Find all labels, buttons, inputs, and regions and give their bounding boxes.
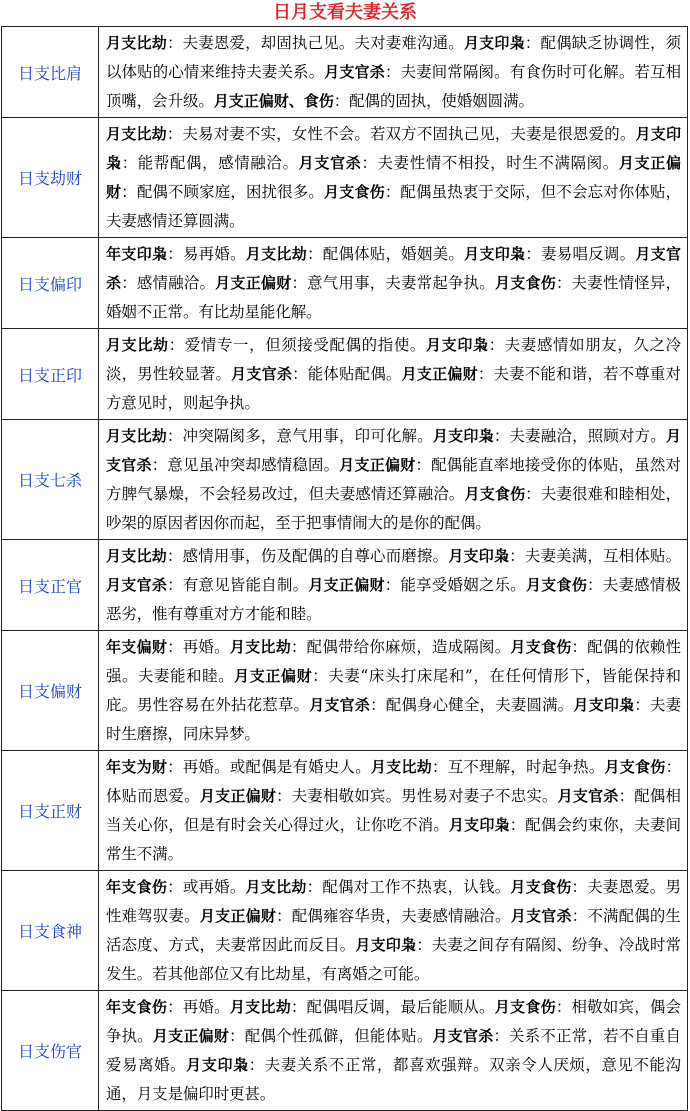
segment-text: ：感情用事，伤及配偶的自尊心而磨擦。 <box>166 547 449 565</box>
segment-text: ：夫妻性情怪异，婚姻不正常。有比劫星能化解。 <box>106 274 681 321</box>
segment-key: 月支官杀 <box>324 63 386 81</box>
segment-key: 月支比劫 <box>229 638 291 656</box>
segment-text: ：妻易唱反调。 <box>525 245 636 263</box>
segment-key: 月支正偏财 <box>401 365 478 383</box>
row-content <box>99 871 688 991</box>
row-label: 日支食神 <box>2 871 99 991</box>
segment-text: ：夫妻“床头打床尾和”，在任何情形下，皆能保持和庇。男性容易在外拈花惹草。 <box>106 667 681 714</box>
segment-key: 月支印枭 <box>186 1056 249 1074</box>
segment-text: ：夫易对妻不实，女性不会。若双方不固执己见，夫妻是很恩爱的。 <box>166 125 636 143</box>
segment-key: 月支食伤 <box>323 183 385 201</box>
segment-text: ：能体贴配偶。 <box>292 365 402 383</box>
segment-key: 年支食伤 <box>106 878 168 896</box>
segment-key: 月支印枭 <box>448 547 510 565</box>
table-row <box>2 329 688 420</box>
segment-text: ：夫妻感情极恶劣，惟有尊重对方才能和睦。 <box>106 576 681 623</box>
segment-text: ：意见虽冲突却感情稳固。 <box>151 456 340 474</box>
segment-key: 月支食伤 <box>494 998 556 1016</box>
segment-text: ：配偶的固执，使婚姻圆满。 <box>333 92 534 110</box>
segment-text: ：夫妻关系不正常，都喜欢强辩。双亲令人厌烦，意见不能沟通，月支是偏印时更甚。 <box>106 1056 681 1103</box>
row-content <box>99 420 688 540</box>
segment-text: ：夫妻相敬如宾。男性易对妻子不忠实。 <box>276 787 558 805</box>
segment-text: ：爱情专一，但须接受配偶的指使。 <box>168 336 426 354</box>
segment-key: 月支官杀 <box>557 787 619 805</box>
segment-text: ：关系不正常，若不自重自爱易离婚。 <box>106 1027 681 1074</box>
segment-text: ：配偶对工作不热衷，认钱。 <box>306 878 511 896</box>
table-row <box>2 238 688 329</box>
table-row <box>2 751 688 871</box>
segment-text: ：配偶的依赖性强。夫妻能和睦。 <box>106 638 681 685</box>
segment-text: ：配偶相当关心你，但是有时会关心得过火，让你吃不消。 <box>106 787 681 834</box>
segment-key: 月支比劫 <box>106 125 167 143</box>
segment-text: ：夫妻恩爱，却固执己见。夫对妻难沟通。 <box>166 34 464 52</box>
segment-key: 年支为财 <box>106 758 168 776</box>
segment-key: 月支印枭 <box>464 245 526 263</box>
segment-text: ：夫妻时生磨擦，同床异梦。 <box>106 696 681 743</box>
segment-key: 年支食伤 <box>106 998 168 1016</box>
segment-key: 月支比劫 <box>229 998 291 1016</box>
segment-key: 月支正偏财 <box>215 274 292 292</box>
segment-key: 月支正偏财 <box>106 154 681 201</box>
segment-key: 月支印枭 <box>448 816 510 834</box>
segment-key: 月支官杀 <box>106 427 681 474</box>
segment-key: 月支正偏财 <box>152 1027 230 1045</box>
segment-text: ：夫妻不能和谐，若不尊重对方意见时，则起争执。 <box>106 365 681 412</box>
segment-key: 年支印枭 <box>106 245 168 263</box>
segment-text: ：互不理解，时起争热。 <box>432 758 605 776</box>
segment-text: ：夫妻美满，互相体贴。 <box>509 547 681 565</box>
segment-text: ：夫妻感情如朋友，久之冷淡，男性较显著。 <box>106 336 681 383</box>
segment-key: 月支正偏财 <box>199 787 277 805</box>
segment-text: ：夫妻恩爱。男性难驾驭妻。 <box>106 878 681 925</box>
table-row <box>2 118 688 238</box>
segment-text: ：或再婚。 <box>167 878 246 896</box>
segment-text: ：再婚。 <box>167 638 230 656</box>
segment-text: ：能帮配偶，感情融洽。 <box>121 154 299 172</box>
row-content <box>99 118 688 238</box>
row-label: 日支正官 <box>2 540 99 631</box>
segment-text: ：配偶缺乏协调性，须以体贴的心情来维持夫妻关系。 <box>106 34 681 81</box>
segment-text: ：配偶体贴，婚姻美。 <box>307 245 465 263</box>
page-title: 日月支看夫妻关系 <box>273 2 417 23</box>
row-content <box>99 329 688 420</box>
segment-key: 月支食伤 <box>510 878 572 896</box>
segment-text: ：配偶个性孤僻，但能体贴。 <box>229 1027 433 1045</box>
segment-key: 月支食伤 <box>464 485 526 503</box>
table-row <box>2 631 688 751</box>
segment-key: 月支官杀 <box>231 365 293 383</box>
row-label: 日支七杀 <box>2 420 99 540</box>
segment-text: ：有意见皆能自制。 <box>167 576 309 594</box>
row-content <box>99 27 688 118</box>
segment-key: 月支印枭 <box>573 696 635 714</box>
segment-key: 月支食伤 <box>494 274 556 292</box>
segment-key: 月支比劫 <box>106 336 169 354</box>
segment-text: ：配偶唱反调，最后能顺从。 <box>290 998 495 1016</box>
segment-key: 月支正偏财 <box>339 456 416 474</box>
segment-text: ：相敬如宾，偶会争执。 <box>106 998 681 1045</box>
segment-key: 月支正偏财 <box>234 667 313 685</box>
segment-text: ：夫妻很难和睦相处，吵架的原因者因你而起，至于把事情闹大的是你的配偶。 <box>106 485 681 532</box>
segment-key: 月支比劫 <box>245 878 307 896</box>
segment-text: ：再婚。或配偶是有婚史人。 <box>167 758 371 776</box>
segment-key: 月支印枭 <box>106 125 681 172</box>
segment-key: 年支偏财 <box>106 638 168 656</box>
segment-text: ：配偶雍容华贵，夫妻感情融洽。 <box>276 907 511 925</box>
segment-key: 月支比劫 <box>106 547 167 565</box>
segment-key: 月支正偏财 <box>199 907 277 925</box>
table-row <box>2 420 688 540</box>
row-label: 日支偏财 <box>2 631 99 751</box>
segment-text: ：配偶虽热衷于交际，但不会忘对你体贴，夫妻感情还算圆满。 <box>106 183 681 230</box>
segment-text: ：配偶不顾家庭，困扰很多。 <box>121 183 324 201</box>
segment-text: ：易再婚。 <box>167 245 246 263</box>
row-label: 日支正财 <box>2 751 99 871</box>
segment-text: ：再婚。 <box>167 998 230 1016</box>
table-body <box>2 27 688 1111</box>
row-content <box>99 540 688 631</box>
segment-key: 月支官杀 <box>309 696 371 714</box>
segment-text: ：冲突隔阂多，意气用事，印可化解。 <box>167 427 433 445</box>
segment-text: ：感情融洽。 <box>121 274 216 292</box>
segment-text: ：意气用事，夫妻常起争执。 <box>291 274 495 292</box>
segment-text: ：夫妻融洽，照顾对方。 <box>493 427 666 445</box>
row-label: 日支正印 <box>2 329 99 420</box>
segment-text: ：配偶身心健全，夫妻圆满。 <box>370 696 574 714</box>
segment-text: ：夫妻性情不相投，时生不满隔阂。 <box>361 154 619 172</box>
segment-text: ：能享受婚姻之乐。 <box>384 576 526 594</box>
segment-text: ：体贴而恩爱。 <box>106 758 681 805</box>
segment-key: 月支印枭 <box>432 427 494 445</box>
row-label: 日支偏印 <box>2 238 99 329</box>
row-label: 日支比肩 <box>2 27 99 118</box>
segment-key: 月支比劫 <box>106 427 167 445</box>
table-row <box>2 991 688 1111</box>
row-label: 日支伤官 <box>2 991 99 1111</box>
segment-key: 月支正偏财、食伤 <box>213 92 334 110</box>
table-row <box>2 540 688 631</box>
segment-key: 月支印枭 <box>425 336 489 354</box>
row-label: 日支劫财 <box>2 118 99 238</box>
row-content <box>99 631 688 751</box>
row-content <box>99 238 688 329</box>
segment-key: 月支官杀 <box>106 576 168 594</box>
segment-text: ：配偶带给你麻烦，造成隔阂。 <box>290 638 511 656</box>
segment-text: ：配偶会约束你，夫妻间常生不满。 <box>106 816 681 863</box>
segment-key: 月支官杀 <box>298 154 362 172</box>
segment-key: 月支官杀 <box>106 245 681 292</box>
segment-text: ：不满配偶的生活态度、方式，夫妻常因此而反目。 <box>106 907 681 954</box>
segment-key: 月支印枭 <box>463 34 525 52</box>
table-row <box>2 871 688 991</box>
segment-key: 月支食伤 <box>525 576 588 594</box>
segment-text: ：夫妻之间存有隔阂、纷争、冷战时常发生。若其他部位又有比劫星，有离婚之可能。 <box>106 936 681 983</box>
relationship-table <box>1 26 688 1111</box>
row-content <box>99 991 688 1111</box>
segment-key: 月支比劫 <box>106 34 167 52</box>
segment-text: ：夫妻间常隔阂。有食伤时可化解。若互相顶嘴，会升级。 <box>106 63 681 110</box>
segment-key: 月支比劫 <box>370 758 433 776</box>
segment-key: 月支比劫 <box>245 245 308 263</box>
table-row <box>2 27 688 118</box>
segment-key: 月支官杀 <box>432 1027 494 1045</box>
segment-text: ：配偶能直率地接受你的体贴，虽然对方脾气暴燥，不会轻易改过，但夫妻感情还算融洽。 <box>106 456 681 503</box>
segment-key: 月支官杀 <box>510 907 572 925</box>
segment-key: 月支印枭 <box>355 936 417 954</box>
segment-key: 月支食伤 <box>510 638 572 656</box>
segment-key: 月支正偏财 <box>308 576 385 594</box>
row-content <box>99 751 688 871</box>
segment-key: 月支食伤 <box>604 758 666 776</box>
